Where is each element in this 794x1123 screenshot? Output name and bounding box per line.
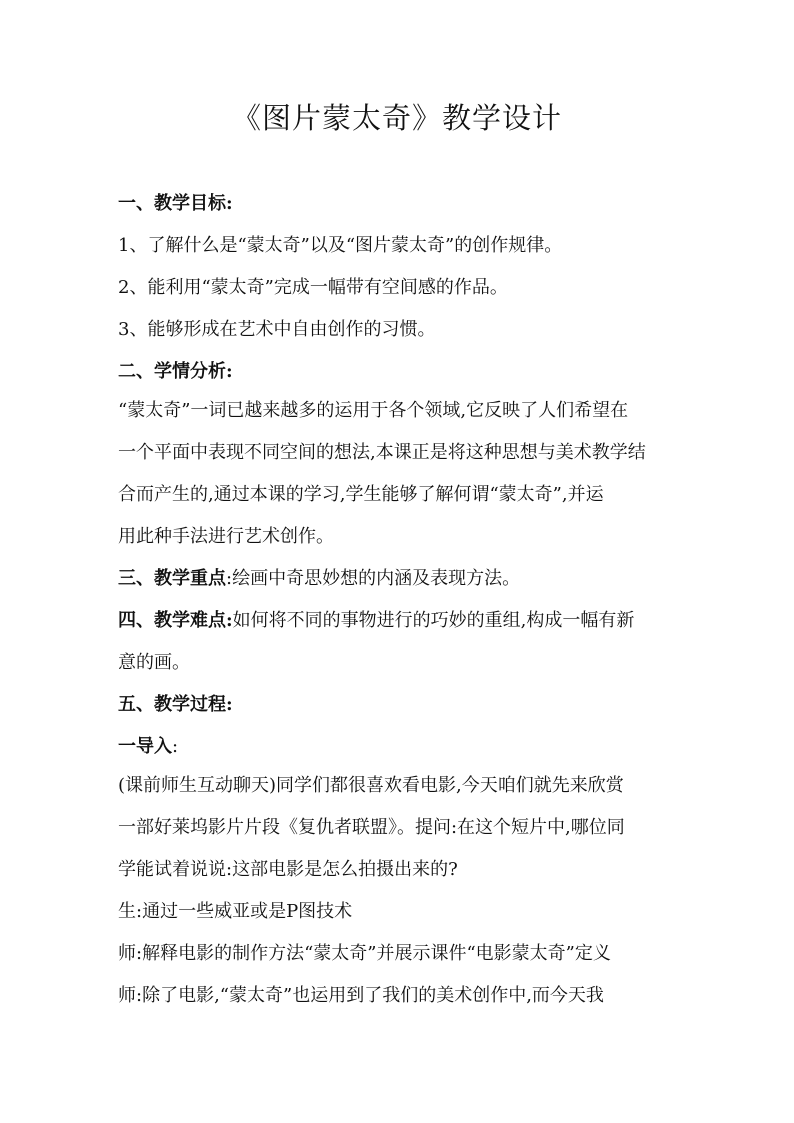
difficulties-paragraph	[118, 609, 634, 633]
objective-item-3: 3、能够形成在艺术中自由创作的习惯。	[118, 319, 436, 340]
process-line-5: 师:解释电影的制作方法“蒙太奇”并展示课件“电影蒙太奇”定义	[118, 943, 611, 964]
section-heading-objectives: 一、教学目标:	[118, 193, 233, 214]
analysis-line-4: 用此种手法进行艺术创作。	[118, 526, 334, 547]
process-line-1: (课前师生互动聊天)同学们都很喜欢看电影,今天咱们就先来欣赏	[118, 775, 624, 796]
intro-subheading-colon: :	[172, 736, 179, 757]
difficulties-text: 如何将不同的事物进行的巧妙的重组,构成一幅有新	[232, 610, 635, 631]
document-title: 《图片蒙太奇》教学设计	[231, 101, 562, 135]
process-line-4: 生:通过一些威亚或是P图技术	[118, 901, 353, 922]
process-line-3: 学能试着说说:这部电影是怎么拍摄出来的?	[118, 859, 458, 880]
difficulties-continuation: 意的画。	[118, 652, 190, 673]
process-line-2: 一部好莱坞影片片段《复仇者联盟》。提问:在这个短片中,哪位同	[118, 817, 625, 838]
analysis-line-1: “蒙太奇”一词已越来越多的运用于各个领域,它反映了人们希望在	[118, 400, 629, 421]
process-line-6: 师:除了电影,“蒙太奇”也运用到了我们的美术创作中,而今天我	[118, 985, 604, 1006]
objective-item-1: 1、了解什么是“蒙太奇”以及“图片蒙太奇”的创作规律。	[118, 235, 563, 256]
analysis-line-3: 合而产生的,通过本课的学习,学生能够了解何谓“蒙太奇”,并运	[118, 484, 604, 505]
section-heading-analysis: 二、学情分析:	[118, 361, 233, 382]
objective-item-2: 2、能利用“蒙太奇”完成一幅带有空间感的作品。	[118, 277, 508, 298]
intro-subheading-label: 一导入	[118, 736, 172, 757]
analysis-line-2: 一个平面中表现不同空间的想法,本课正是将这种思想与美术教学结	[118, 442, 646, 463]
intro-subheading	[118, 735, 178, 759]
section-heading-difficulties: 四、教学难点:	[118, 610, 233, 631]
key-points-text: :绘画中奇思妙想的内涵及表现方法。	[226, 568, 521, 589]
section-heading-key-points: 三、教学重点	[118, 568, 226, 589]
section-heading-process: 五、教学过程:	[118, 694, 233, 715]
key-points-paragraph	[118, 567, 520, 591]
